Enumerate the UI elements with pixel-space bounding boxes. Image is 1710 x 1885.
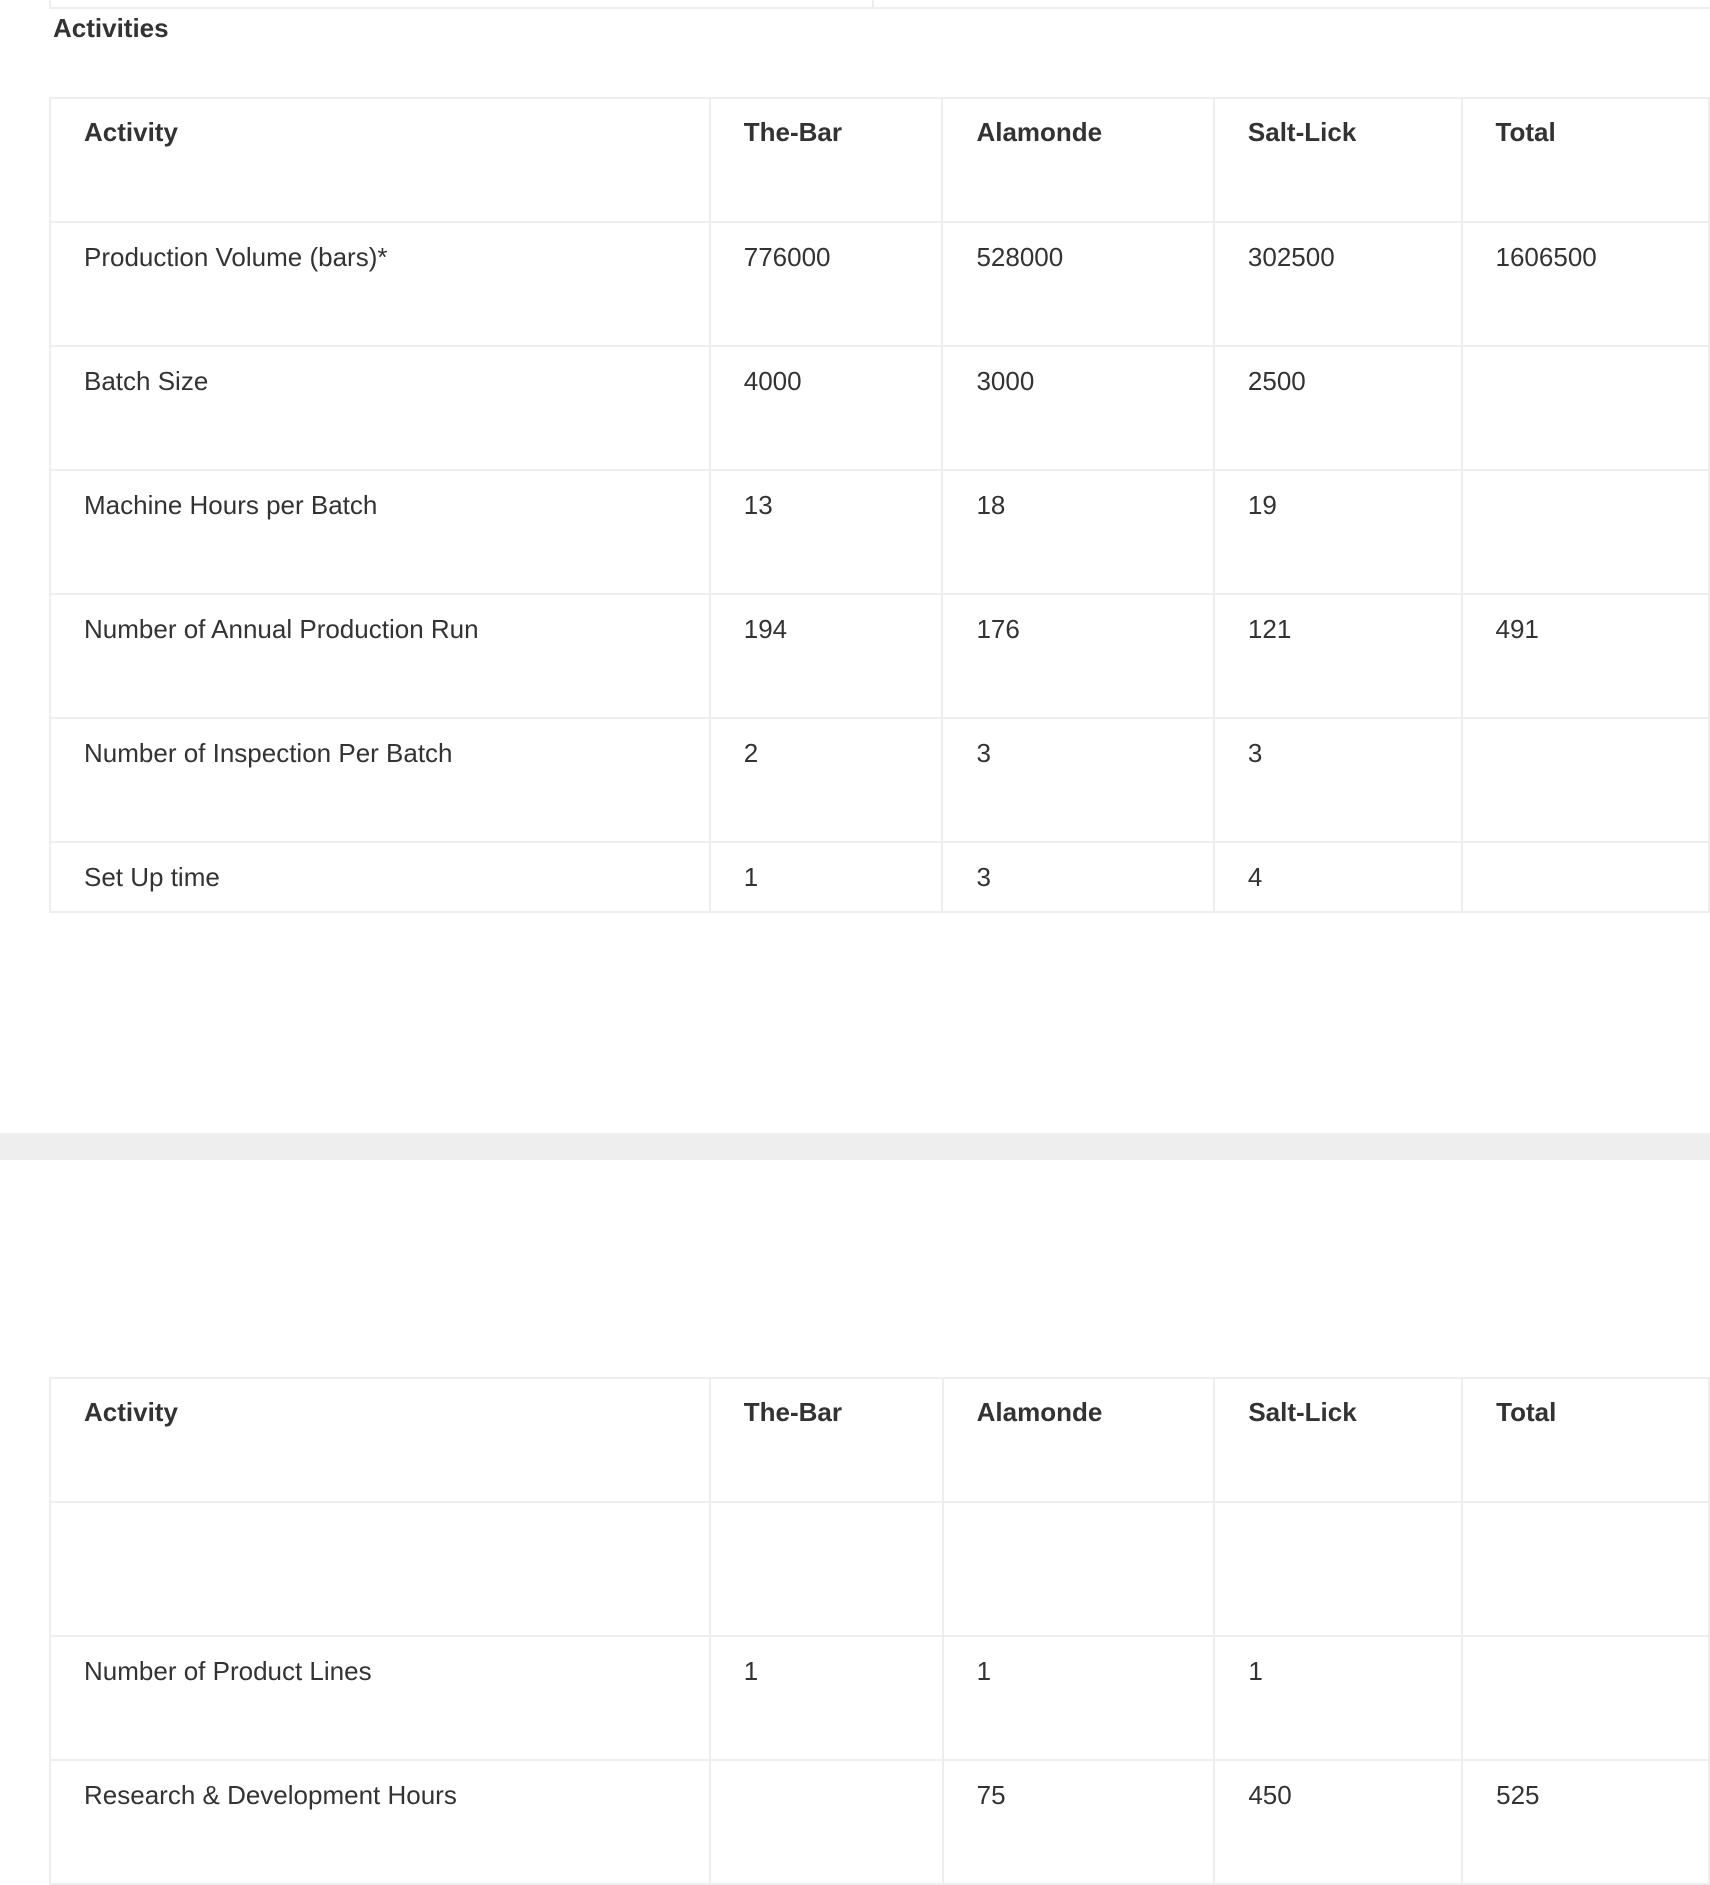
cell-salt-lick: 450 — [1214, 1760, 1462, 1884]
table-row — [50, 346, 1709, 470]
cell-total: 525 — [1462, 1760, 1709, 1884]
column-header-alamonde: Alamonde — [943, 1378, 1215, 1502]
row-label: Machine Hours per Batch — [50, 470, 710, 594]
cell-alamonde: 176 — [942, 594, 1213, 718]
cell-salt-lick: 121 — [1214, 594, 1462, 718]
cell-total — [1462, 1502, 1709, 1636]
section-title: Activities — [53, 13, 169, 43]
column-header-alamonde: Alamonde — [942, 98, 1213, 222]
column-header-the-bar: The-Bar — [710, 1378, 943, 1502]
cell-salt-lick: 1 — [1214, 1636, 1462, 1760]
row-label: Production Volume (bars)* — [50, 222, 710, 346]
cell-total: 491 — [1462, 594, 1709, 718]
cell-the-bar: 13 — [710, 470, 943, 594]
previous-table-bottom-edge — [49, 0, 1710, 9]
column-header-activity: Activity — [50, 1378, 710, 1502]
cell-alamonde: 3 — [942, 842, 1213, 912]
table-row — [50, 594, 1709, 718]
cell-alamonde: 3 — [942, 718, 1213, 842]
cell-salt-lick: 4 — [1214, 842, 1462, 912]
column-header-total: Total — [1462, 1378, 1709, 1502]
previous-table-column-divider — [872, 0, 874, 9]
cell-the-bar: 1 — [710, 1636, 943, 1760]
row-label: Research & Development Hours — [50, 1760, 710, 1884]
table-row — [50, 1502, 1709, 1636]
table-header-row — [50, 1378, 1709, 1502]
cell-alamonde: 3000 — [942, 346, 1213, 470]
table-row — [50, 1636, 1709, 1760]
cell-total — [1462, 346, 1709, 470]
cell-the-bar: 1 — [710, 842, 943, 912]
cell-alamonde: 18 — [942, 470, 1213, 594]
table-row — [50, 222, 1709, 346]
row-label: Number of Inspection Per Batch — [50, 718, 710, 842]
row-label — [50, 1502, 710, 1636]
cell-salt-lick — [1214, 1502, 1462, 1636]
row-label: Set Up time — [50, 842, 710, 912]
cell-alamonde: 1 — [943, 1636, 1215, 1760]
row-label: Batch Size — [50, 346, 710, 470]
row-label: Number of Annual Production Run — [50, 594, 710, 718]
cell-the-bar — [710, 1502, 943, 1636]
cell-salt-lick: 2500 — [1214, 346, 1462, 470]
cell-salt-lick: 3 — [1214, 718, 1462, 842]
column-header-the-bar: The-Bar — [710, 98, 943, 222]
cell-the-bar: 4000 — [710, 346, 943, 470]
row-label: Number of Product Lines — [50, 1636, 710, 1760]
table-row — [50, 470, 1709, 594]
activities-table-secondary — [49, 1377, 1710, 1885]
table-row — [50, 842, 1709, 912]
table-row — [50, 1760, 1709, 1884]
column-header-salt-lick: Salt-Lick — [1214, 1378, 1462, 1502]
column-header-total: Total — [1462, 98, 1709, 222]
cell-salt-lick: 19 — [1214, 470, 1462, 594]
cell-alamonde: 75 — [943, 1760, 1215, 1884]
cell-alamonde — [943, 1502, 1215, 1636]
cell-total — [1462, 1636, 1709, 1760]
cell-total: 1606500 — [1462, 222, 1709, 346]
activities-table — [49, 97, 1710, 913]
cell-the-bar: 776000 — [710, 222, 943, 346]
cell-total — [1462, 842, 1709, 912]
column-header-salt-lick: Salt-Lick — [1214, 98, 1462, 222]
cell-alamonde: 528000 — [942, 222, 1213, 346]
cell-the-bar — [710, 1760, 943, 1884]
section-divider — [0, 1133, 1710, 1160]
cell-the-bar: 2 — [710, 718, 943, 842]
cell-the-bar: 194 — [710, 594, 943, 718]
column-header-activity: Activity — [50, 98, 710, 222]
table-row — [50, 718, 1709, 842]
cell-salt-lick: 302500 — [1214, 222, 1462, 346]
cell-total — [1462, 718, 1709, 842]
table-header-row — [50, 98, 1709, 222]
cell-total — [1462, 470, 1709, 594]
